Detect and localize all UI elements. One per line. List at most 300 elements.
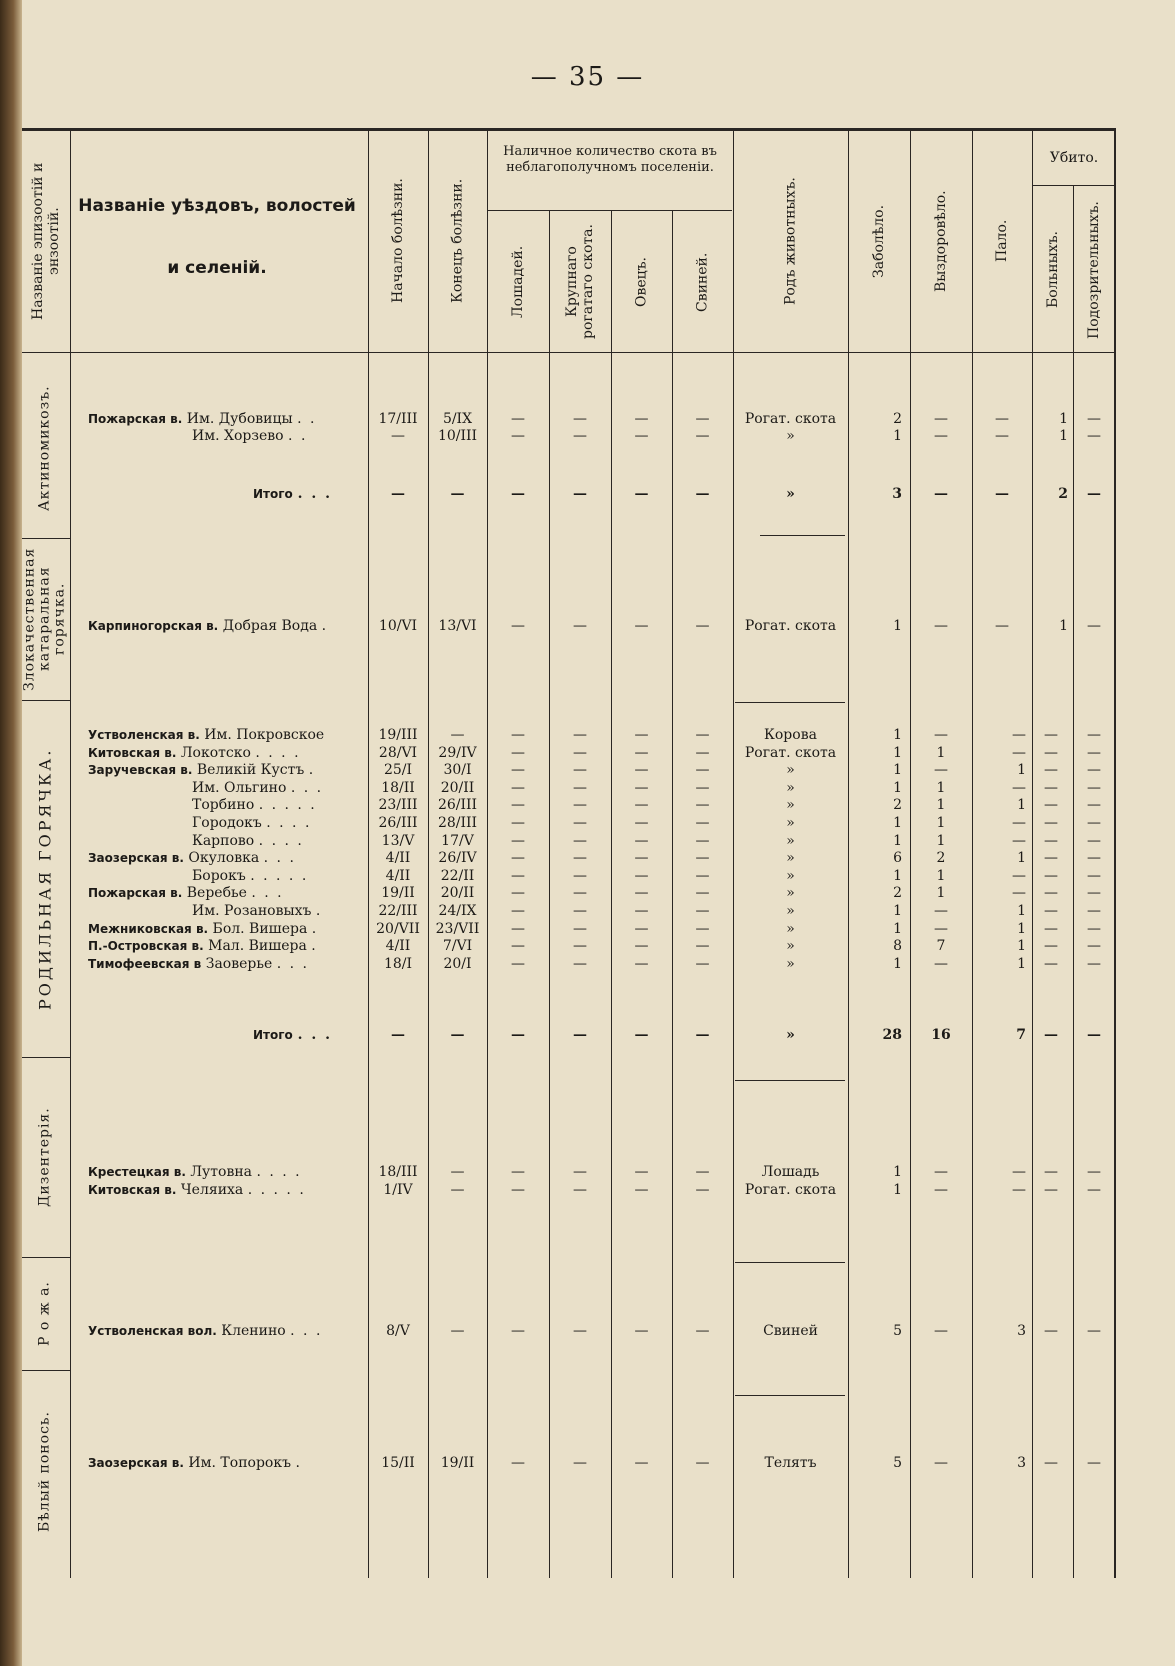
row-recovered: 1 bbox=[936, 779, 946, 796]
row-horses: — bbox=[511, 815, 525, 831]
row-name bbox=[88, 797, 364, 814]
row-place: Веребье bbox=[186, 885, 247, 902]
row-killed-suspect: — bbox=[1087, 815, 1101, 831]
header-killed-sick: Больныхъ. bbox=[1045, 231, 1061, 309]
table-top-rule bbox=[22, 128, 1115, 131]
row-dots: . . . bbox=[263, 850, 296, 867]
row-cattle: — bbox=[573, 903, 587, 919]
row-volost: Заозерская в. bbox=[88, 1456, 184, 1470]
total-killed-sick: — bbox=[1044, 1027, 1058, 1043]
row-end: 22/II bbox=[440, 867, 475, 884]
table-row bbox=[0, 903, 1175, 920]
header-livestock-group: Наличное количество скота въ неблагополучномъ поселеніи. bbox=[503, 144, 717, 175]
row-name bbox=[88, 1455, 364, 1472]
kind-divider bbox=[735, 1395, 845, 1396]
row-ill: 1 bbox=[893, 1164, 902, 1180]
row-cattle: — bbox=[573, 850, 587, 867]
row-killed-suspect: — bbox=[1087, 779, 1101, 796]
row-horses: — bbox=[511, 850, 525, 867]
section-label-actinomycosis: Актиномикозъ. bbox=[36, 385, 53, 511]
row-killed-suspect: — bbox=[1087, 411, 1101, 427]
row-end: 30/I bbox=[443, 762, 472, 779]
row-ill: 5 bbox=[893, 1455, 902, 1471]
row-cattle: — bbox=[573, 1182, 587, 1198]
row-dots: . . . . bbox=[256, 1164, 302, 1180]
row-pigs: — bbox=[695, 1323, 710, 1339]
row-ill: 1 bbox=[893, 727, 902, 743]
table-row bbox=[0, 885, 1175, 902]
row-died: — bbox=[1012, 1182, 1026, 1198]
table-row bbox=[0, 1182, 1175, 1199]
row-horses: — bbox=[511, 1164, 525, 1180]
row-place: Им. Топорокъ bbox=[188, 1455, 291, 1471]
row-died: — bbox=[995, 411, 1009, 427]
row-volost: Китовская в. bbox=[88, 745, 177, 760]
row-name bbox=[88, 411, 364, 428]
row-place: Им. Покровское bbox=[204, 727, 325, 743]
row-ill: 1 bbox=[893, 618, 902, 634]
row-dots: . . . . . bbox=[258, 797, 317, 814]
row-killed-suspect: — bbox=[1087, 832, 1101, 849]
row-volost: Устволенская в. bbox=[88, 728, 200, 742]
row-kind: Корова bbox=[764, 727, 817, 743]
row-pigs: — bbox=[695, 815, 710, 831]
row-volost: П.-Островская в. bbox=[88, 939, 204, 954]
row-end: 7/VI bbox=[442, 938, 473, 955]
row-dots: . bbox=[311, 920, 319, 937]
header-recovered: Выздоровѣло. bbox=[933, 190, 949, 292]
total-died: 7 bbox=[1016, 1027, 1026, 1043]
header-sheep: Овецъ. bbox=[633, 257, 650, 308]
row-killed-sick: 1 bbox=[1059, 428, 1068, 444]
row-killed-sick: — bbox=[1044, 1182, 1058, 1198]
row-recovered: 1 bbox=[936, 744, 946, 761]
row-place: Добрая Вода bbox=[222, 618, 318, 634]
row-killed-suspect: — bbox=[1087, 618, 1101, 634]
row-end: 17/V bbox=[441, 832, 474, 849]
total-pigs: — bbox=[695, 486, 710, 502]
row-dots: . . . . bbox=[266, 815, 312, 831]
total-died: — bbox=[995, 486, 1009, 502]
row-start: 8/V bbox=[386, 1323, 410, 1339]
total-killed-sick: 2 bbox=[1058, 486, 1068, 502]
row-recovered: — bbox=[934, 920, 948, 937]
row-pigs: — bbox=[695, 779, 710, 796]
header-start: Начало болѣзни. bbox=[390, 178, 406, 304]
row-place: Им. Дубовицы bbox=[186, 411, 293, 427]
header-disease: Названіе эпизоотій и энзоотій. bbox=[30, 162, 62, 320]
row-ill: 1 bbox=[893, 428, 902, 444]
row-killed-sick: — bbox=[1044, 762, 1058, 779]
row-sheep: — bbox=[634, 955, 649, 972]
row-end: 28/III bbox=[437, 815, 478, 831]
table-row bbox=[0, 1323, 1175, 1340]
row-ill: 1 bbox=[893, 955, 902, 972]
row-killed-suspect: — bbox=[1087, 797, 1101, 814]
row-recovered: — bbox=[934, 1164, 948, 1180]
row-dots: . . . bbox=[290, 1323, 323, 1339]
row-sheep: — bbox=[634, 744, 649, 761]
row-killed-suspect: — bbox=[1087, 885, 1101, 902]
row-died: — bbox=[995, 618, 1009, 634]
row-killed-sick: — bbox=[1044, 815, 1058, 831]
row-cattle: — bbox=[573, 1455, 587, 1471]
total-recovered: — bbox=[934, 486, 948, 502]
row-start: 15/II bbox=[381, 1455, 415, 1471]
row-cattle: — bbox=[573, 832, 587, 849]
row-dots: . . . . . bbox=[250, 867, 309, 884]
row-recovered: — bbox=[934, 411, 948, 427]
row-ill: 1 bbox=[893, 1182, 902, 1198]
row-end: 29/IV bbox=[438, 744, 477, 761]
livestock-subheader-rule bbox=[487, 210, 732, 211]
row-volost: Заручевская в. bbox=[88, 763, 193, 778]
row-name bbox=[88, 745, 364, 762]
row-recovered: 1 bbox=[936, 832, 946, 849]
row-killed-sick: — bbox=[1044, 903, 1058, 919]
row-pigs: — bbox=[695, 797, 710, 814]
row-sheep: — bbox=[634, 832, 649, 849]
row-dots: . . . bbox=[276, 955, 309, 972]
page-number: — 35 — bbox=[530, 62, 645, 92]
row-ill: 1 bbox=[893, 920, 902, 937]
table-row bbox=[0, 938, 1175, 955]
row-pigs: — bbox=[695, 903, 710, 919]
row-sheep: — bbox=[634, 815, 649, 831]
total-killed-suspect: — bbox=[1087, 1027, 1101, 1043]
table-row bbox=[0, 956, 1175, 973]
row-dots: . . bbox=[288, 428, 308, 444]
total-label bbox=[88, 1027, 364, 1044]
row-killed-suspect: — bbox=[1087, 1164, 1101, 1180]
header-cattle: Крупнаго рогатаго скота. bbox=[564, 224, 596, 340]
row-died: 3 bbox=[1017, 1455, 1026, 1471]
total-end: — bbox=[450, 1027, 465, 1043]
header-name-line2: и селеній. bbox=[167, 258, 267, 278]
section-label-dysentery: Дизентерія. bbox=[36, 1107, 53, 1207]
table-row bbox=[0, 797, 1175, 814]
row-dots: . bbox=[311, 938, 318, 955]
row-kind: » bbox=[786, 903, 795, 919]
row-recovered: 2 bbox=[936, 850, 946, 867]
row-recovered: — bbox=[934, 1182, 948, 1198]
row-place: Челяиха bbox=[180, 1182, 244, 1198]
row-horses: — bbox=[511, 920, 525, 937]
row-volost: Крестецкая в. bbox=[88, 1165, 186, 1179]
row-died: — bbox=[1012, 744, 1026, 761]
section-divider bbox=[22, 538, 70, 539]
row-ill: 2 bbox=[893, 885, 902, 902]
row-pigs: — bbox=[695, 618, 710, 634]
row-killed-suspect: — bbox=[1087, 1182, 1101, 1198]
section-label-catarrhal-fever: Злокачественная катаральная горячка. bbox=[21, 547, 68, 691]
row-horses: — bbox=[511, 832, 525, 849]
row-volost: Карпиногорская в. bbox=[88, 619, 219, 633]
section-divider bbox=[22, 1370, 70, 1371]
row-start: 18/II bbox=[381, 779, 415, 796]
kind-divider bbox=[760, 535, 845, 536]
row-killed-sick: — bbox=[1044, 920, 1058, 937]
section-divider bbox=[22, 1257, 70, 1258]
row-cattle: — bbox=[573, 938, 587, 955]
table-row bbox=[0, 618, 1175, 635]
row-name bbox=[88, 428, 364, 445]
row-start: 20/VII bbox=[376, 920, 420, 937]
row-place: Локотско bbox=[180, 744, 251, 761]
row-ill: 1 bbox=[893, 815, 902, 831]
row-killed-suspect: — bbox=[1087, 762, 1101, 779]
header-horses: Лошадей. bbox=[510, 245, 526, 319]
total-pigs: — bbox=[695, 1027, 710, 1043]
total-row bbox=[0, 1027, 1175, 1044]
row-sheep: — bbox=[634, 779, 649, 796]
table-row bbox=[0, 727, 1175, 744]
row-place: Великій Кустъ bbox=[196, 762, 305, 779]
header-killed-group: Убито. bbox=[1049, 150, 1099, 166]
row-start: 28/VI bbox=[378, 744, 418, 761]
row-sheep: — bbox=[634, 762, 649, 779]
row-pigs: — bbox=[695, 920, 710, 937]
row-kind: » bbox=[786, 797, 795, 814]
row-horses: — bbox=[511, 727, 525, 743]
row-pigs: — bbox=[695, 762, 710, 779]
row-start: 4/II bbox=[385, 850, 411, 867]
row-cattle: — bbox=[573, 428, 587, 444]
row-killed-suspect: — bbox=[1087, 1323, 1101, 1339]
row-horses: — bbox=[511, 797, 525, 814]
row-died: — bbox=[1012, 832, 1026, 849]
row-volost: Заозерская в. bbox=[88, 851, 184, 866]
row-name bbox=[88, 1164, 364, 1181]
row-pigs: — bbox=[695, 1455, 710, 1471]
row-horses: — bbox=[511, 885, 525, 902]
row-ill: 6 bbox=[893, 850, 902, 867]
table-row bbox=[0, 850, 1175, 867]
table-row bbox=[0, 1455, 1175, 1472]
table-row bbox=[0, 1164, 1175, 1181]
total-end: — bbox=[450, 486, 465, 502]
header-fell-ill: Заболѣло. bbox=[871, 204, 887, 278]
row-died: — bbox=[1012, 867, 1026, 884]
row-ill: 1 bbox=[893, 903, 902, 919]
row-dots: . . bbox=[297, 411, 317, 427]
row-place: Окуловка bbox=[188, 850, 260, 867]
row-pigs: — bbox=[695, 428, 710, 444]
row-recovered: 7 bbox=[936, 938, 946, 955]
row-ill: 1 bbox=[893, 867, 902, 884]
row-start: 18/I bbox=[383, 955, 413, 972]
row-pigs: — bbox=[695, 938, 710, 955]
section-divider bbox=[22, 700, 70, 701]
row-ill: 1 bbox=[893, 832, 902, 849]
row-killed-suspect: — bbox=[1087, 428, 1101, 444]
section-label-white-scours: Бѣлый понось. bbox=[36, 1411, 53, 1533]
kind-divider bbox=[735, 1262, 845, 1263]
total-kind: » bbox=[786, 1027, 795, 1043]
row-start: 23/III bbox=[378, 797, 418, 814]
row-killed-suspect: — bbox=[1087, 920, 1101, 937]
row-ill: 8 bbox=[893, 938, 902, 955]
table-row bbox=[0, 428, 1175, 445]
total-sheep: — bbox=[634, 1027, 649, 1043]
row-start: 25/I bbox=[383, 762, 413, 779]
row-cattle: — bbox=[573, 885, 587, 902]
row-dots: . . . bbox=[290, 779, 324, 796]
row-died: 3 bbox=[1017, 1323, 1026, 1339]
row-name bbox=[88, 815, 364, 832]
row-start: 10/VI bbox=[378, 618, 418, 634]
row-end: — bbox=[450, 1323, 465, 1339]
row-place: Торбино bbox=[192, 797, 255, 814]
row-pigs: — bbox=[695, 411, 710, 427]
row-horses: — bbox=[511, 1323, 525, 1339]
row-recovered: — bbox=[934, 618, 948, 634]
total-ill: 3 bbox=[892, 486, 902, 502]
row-name bbox=[88, 1182, 364, 1199]
row-died: — bbox=[1012, 779, 1026, 796]
row-recovered: 1 bbox=[936, 797, 946, 814]
row-killed-suspect: — bbox=[1087, 867, 1101, 884]
row-name bbox=[88, 868, 364, 885]
total-ill: 28 bbox=[882, 1027, 902, 1043]
row-horses: — bbox=[511, 744, 525, 761]
row-sheep: — bbox=[634, 885, 649, 902]
row-recovered: — bbox=[934, 903, 948, 919]
row-place: Лутовна bbox=[190, 1164, 253, 1180]
row-kind: » bbox=[786, 832, 795, 849]
row-cattle: — bbox=[573, 411, 587, 427]
total-start: — bbox=[391, 1027, 405, 1043]
row-cattle: — bbox=[573, 815, 587, 831]
row-end: 10/III bbox=[437, 428, 478, 444]
row-horses: — bbox=[511, 762, 525, 779]
row-dots: . bbox=[295, 1455, 302, 1471]
row-killed-sick: — bbox=[1044, 1455, 1058, 1471]
row-recovered: — bbox=[934, 428, 948, 444]
row-dots: . . . . . bbox=[247, 1182, 306, 1198]
row-killed-sick: 1 bbox=[1059, 411, 1068, 427]
row-horses: — bbox=[511, 903, 525, 919]
header-pigs: Свиней. bbox=[694, 252, 711, 312]
table-row bbox=[0, 762, 1175, 779]
row-volost: Межниковская в. bbox=[88, 921, 209, 936]
row-ill: 1 bbox=[893, 744, 902, 761]
row-sheep: — bbox=[634, 903, 649, 919]
total-label bbox=[88, 486, 364, 503]
row-end: 20/II bbox=[440, 885, 475, 902]
row-name bbox=[88, 921, 364, 938]
total-killed-suspect: — bbox=[1087, 486, 1101, 502]
row-sheep: — bbox=[634, 428, 649, 444]
row-place: Бол. Вишера bbox=[212, 920, 308, 937]
row-sheep: — bbox=[634, 1182, 649, 1198]
row-cattle: — bbox=[573, 1164, 587, 1180]
row-kind: Рогат. скота bbox=[744, 1182, 837, 1198]
row-died: — bbox=[1012, 815, 1026, 831]
row-end: — bbox=[450, 1182, 465, 1198]
row-died: — bbox=[1012, 1164, 1026, 1180]
row-killed-sick: — bbox=[1044, 1323, 1058, 1339]
row-kind: Рогат. скота bbox=[744, 618, 837, 634]
row-start: 4/II bbox=[385, 938, 411, 955]
row-killed-sick: — bbox=[1044, 1164, 1058, 1180]
table-row bbox=[0, 745, 1175, 762]
total-cattle: — bbox=[573, 1027, 587, 1043]
header-bottom-rule bbox=[22, 352, 1115, 353]
row-horses: — bbox=[511, 1182, 525, 1198]
row-kind: » bbox=[786, 779, 795, 796]
row-end: 23/VII bbox=[435, 920, 480, 937]
row-horses: — bbox=[511, 867, 525, 884]
row-cattle: — bbox=[573, 779, 587, 796]
row-start: 1/IV bbox=[383, 1182, 413, 1198]
row-volost: Тимофеевская в bbox=[88, 956, 202, 971]
row-start: 22/III bbox=[378, 903, 418, 919]
row-sheep: — bbox=[634, 1455, 649, 1471]
row-cattle: — bbox=[573, 955, 587, 972]
row-end: — bbox=[450, 1164, 465, 1180]
row-place: Им. Хорзево bbox=[192, 428, 284, 444]
row-name bbox=[88, 956, 364, 973]
row-kind: » bbox=[786, 955, 795, 972]
row-end: 13/VI bbox=[438, 618, 477, 634]
row-dots: . bbox=[321, 618, 329, 634]
row-name bbox=[88, 938, 364, 955]
total-label-text: Итого bbox=[253, 487, 293, 501]
row-kind: » bbox=[786, 938, 795, 955]
row-recovered: — bbox=[934, 727, 948, 743]
row-name bbox=[88, 885, 364, 902]
row-end: — bbox=[450, 727, 465, 743]
row-cattle: — bbox=[573, 797, 587, 814]
row-recovered: 1 bbox=[936, 867, 946, 884]
row-died: 1 bbox=[1017, 850, 1026, 867]
row-killed-suspect: — bbox=[1087, 850, 1101, 867]
row-recovered: — bbox=[934, 1323, 948, 1339]
row-died: 1 bbox=[1017, 920, 1026, 937]
row-place: Городокъ bbox=[192, 815, 262, 831]
row-cattle: — bbox=[573, 762, 587, 779]
row-place: Кленино bbox=[221, 1323, 286, 1339]
row-killed-suspect: — bbox=[1087, 903, 1101, 919]
row-sheep: — bbox=[634, 727, 649, 743]
row-name bbox=[88, 903, 364, 920]
row-kind: Лошадь bbox=[761, 1164, 820, 1180]
header-end: Конецъ болѣзни. bbox=[449, 178, 466, 304]
row-name bbox=[88, 618, 364, 635]
row-end: 26/III bbox=[437, 797, 478, 814]
row-killed-sick: — bbox=[1044, 850, 1058, 867]
row-name bbox=[88, 1323, 364, 1340]
table-row bbox=[0, 780, 1175, 797]
section-label-erysipelas: Р о ж а. bbox=[36, 1281, 53, 1346]
row-pigs: — bbox=[695, 744, 710, 761]
row-name bbox=[88, 727, 364, 744]
row-dots: . . . bbox=[251, 885, 284, 902]
row-place: Заоверье bbox=[205, 955, 273, 972]
row-start: 18/III bbox=[378, 1164, 418, 1180]
row-start: 19/II bbox=[381, 885, 415, 902]
row-ill: 1 bbox=[893, 762, 902, 779]
row-kind: Рогат. скота bbox=[744, 411, 837, 427]
table-row bbox=[0, 833, 1175, 850]
row-kind: » bbox=[786, 815, 795, 831]
row-pigs: — bbox=[695, 1164, 710, 1180]
total-horses: — bbox=[511, 1027, 525, 1043]
row-end: 20/I bbox=[443, 955, 472, 972]
row-horses: — bbox=[511, 955, 525, 972]
row-dots: . . . . bbox=[258, 832, 304, 849]
